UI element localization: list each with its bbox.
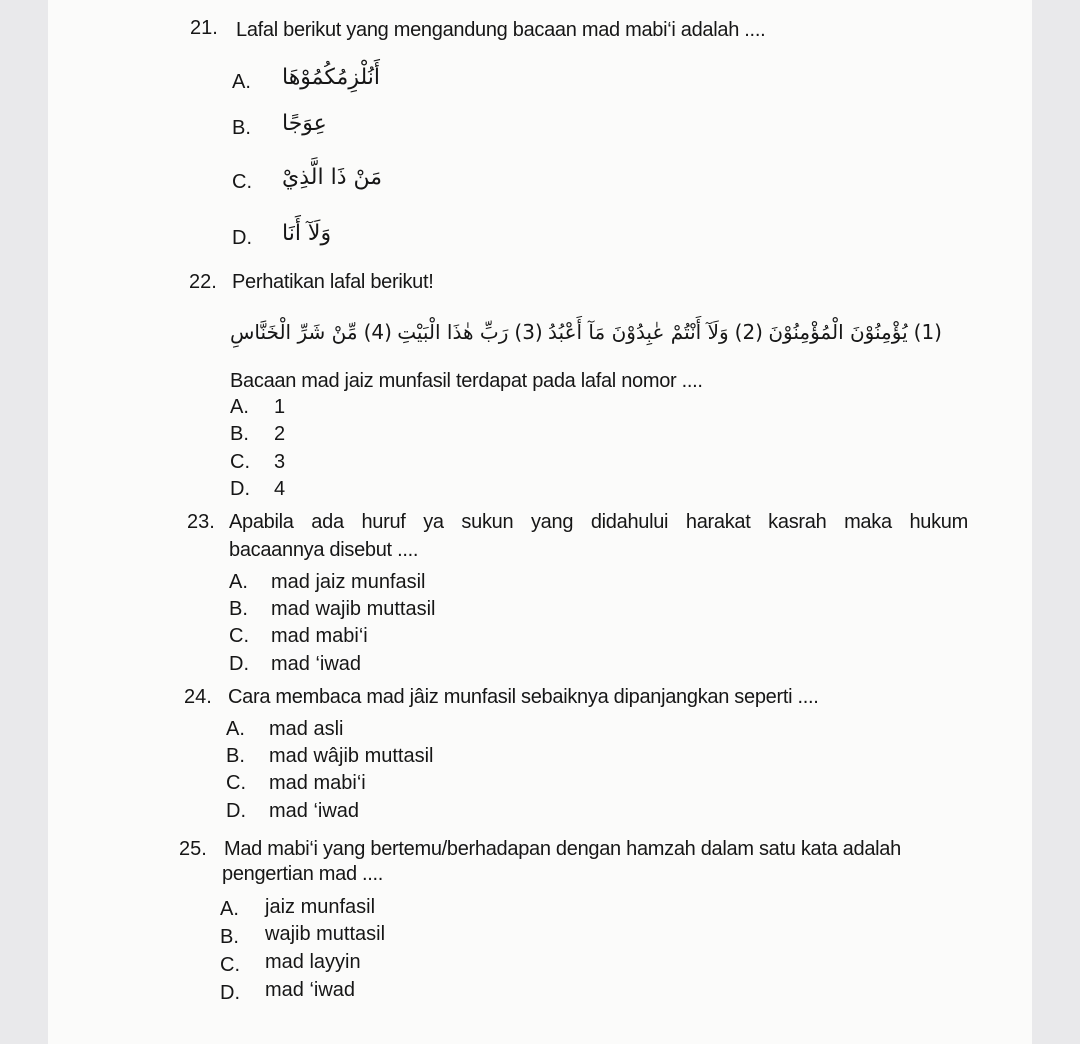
option-text: mad mabi‘i [269,772,366,794]
lafal-label: (4) [363,320,392,344]
option-text: wajib muttasil [265,923,386,945]
option-letter: A. [232,71,251,93]
option-arabic: أَنُلْزِمُكُمُوْهَا [282,65,380,90]
option-letter: D. [230,478,250,500]
option-text: 3 [274,451,286,473]
question-number: 22. [189,271,217,293]
question-number: 25. [179,838,207,860]
lafal-item-3 [397,320,543,344]
worksheet-page [48,0,1032,1044]
question-text-line2: pengertian mad .... [222,863,384,885]
option-arabic: مَنْ ذَا الَّذِيْ [282,165,383,190]
option-letter: A. [226,718,245,740]
option-arabic: وَلَآ أَنَا [282,221,332,246]
question-text-line1: Apabila ada huruf ya sukun yang didahului harakat kasrah maka hukum [229,511,968,533]
lafal-arabic: مِّنْ شَرِّ الْخَنَّاسِ [230,320,358,344]
lafal-arabic: يُؤْمِنُوْنَ الْمُؤْمِنُوْنَ [768,320,908,344]
question-text-line1: Mad mabi‘i yang bertemu/berhadapan dengan hamzah dalam satu kata adalah [224,838,901,860]
option-text: mad ‘iwad [269,800,360,822]
lafal-arabic: وَلَآ أَنْتُمْ عٰبِدُوْنَ مَآ أَعْبُدُ [548,320,729,344]
lafal-arabic: رَبِّ هٰذَا الْبَيْتِ [397,320,509,344]
option-letter: C. [226,772,246,794]
question-text: Lafal berikut yang mengandung bacaan mad mabi‘i adalah .... [236,19,766,41]
question-number: 23. [187,511,215,533]
option-text: mad wajib muttasil [271,598,436,620]
question-subtext: Bacaan mad jaiz munfasil terdapat pada lafal nomor .... [230,370,703,392]
option-text: 1 [274,396,286,418]
option-letter: C. [230,451,250,473]
option-text: 2 [274,423,286,445]
question-number: 21. [190,17,218,39]
option-text: mad mabi‘i [271,625,368,647]
option-text: 4 [274,478,286,500]
option-letter: D. [220,982,240,1004]
option-letter: D. [229,653,249,675]
option-letter: B. [220,926,239,948]
option-text: mad ‘iwad [265,979,356,1001]
option-text: mad layyin [265,951,361,973]
lafal-label: (3) [514,320,543,344]
option-letter: D. [226,800,246,822]
option-letter: C. [220,954,240,976]
lafal-item-4 [230,320,392,344]
option-text: mad asli [269,718,344,740]
option-letter: A. [220,898,239,920]
option-letter: B. [229,598,248,620]
option-letter: B. [232,117,251,139]
option-letter: A. [229,571,248,593]
option-text: mad ‘iwad [271,653,362,675]
option-letter: A. [230,396,249,418]
lafal-item-1 [768,320,942,344]
option-text: mad wâjib muttasil [269,745,434,767]
option-text: jaiz munfasil [265,896,376,918]
question-number: 24. [184,686,212,708]
option-letter: C. [229,625,249,647]
option-letter: D. [232,227,252,249]
lafal-row [230,320,942,344]
question-text-line2: bacaannya disebut .... [229,539,419,561]
option-letter: B. [230,423,249,445]
lafal-label: (1) [913,320,942,344]
lafal-label: (2) [734,320,763,344]
lafal-item-2 [548,320,763,344]
option-arabic: عِوَجًا [282,111,327,136]
option-text: mad jaiz munfasil [271,571,426,593]
option-letter: C. [232,171,252,193]
question-text: Perhatikan lafal berikut! [232,271,434,293]
option-letter: B. [226,745,245,767]
question-text: Cara membaca mad jâiz munfasil sebaiknya dipanjangkan seperti .... [228,686,819,708]
